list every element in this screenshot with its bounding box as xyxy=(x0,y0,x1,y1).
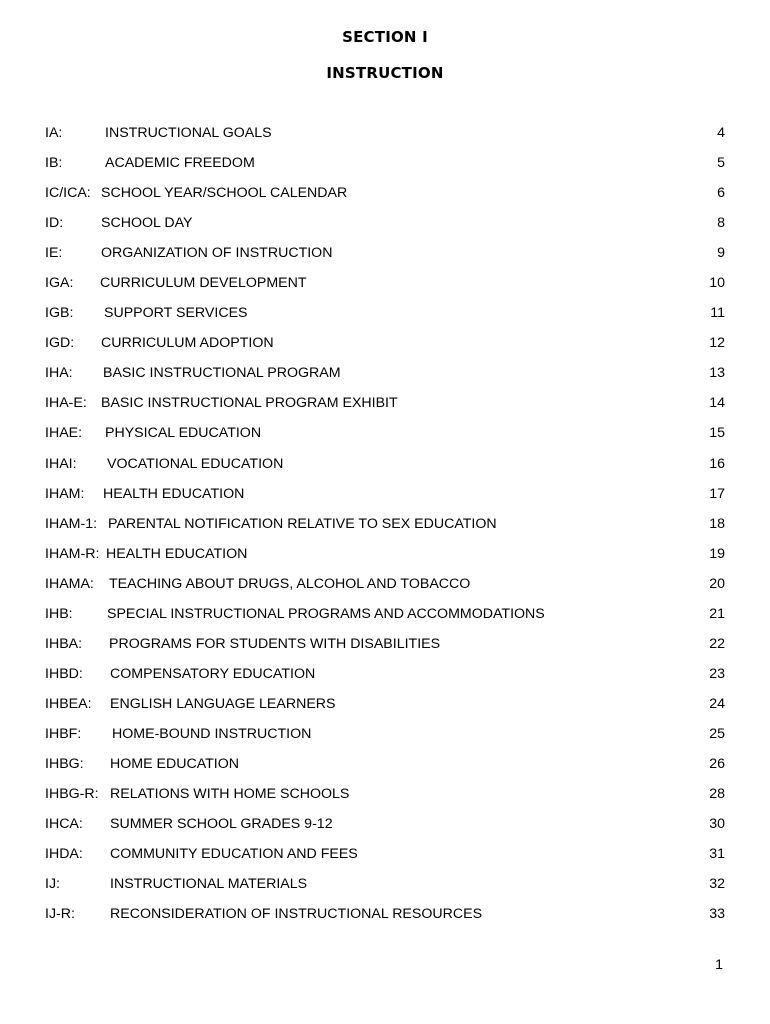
toc-entry xyxy=(0,182,770,212)
toc-entry-page: 31 xyxy=(709,846,725,863)
toc-entry-title: INSTRUCTIONAL MATERIALS xyxy=(110,876,308,893)
section-title: INSTRUCTION xyxy=(326,64,444,82)
toc-entry xyxy=(0,122,770,152)
toc-entry xyxy=(0,362,770,392)
toc-entry xyxy=(0,783,770,813)
toc-entry-page: 5 xyxy=(717,155,725,172)
toc-entry-title: HEALTH EDUCATION xyxy=(106,545,248,562)
toc-entry-code: IB: xyxy=(45,155,63,172)
toc-entry-page: 25 xyxy=(709,725,725,742)
toc-entry xyxy=(0,903,770,933)
toc-entry-page: 23 xyxy=(709,665,725,682)
toc-entry-page: 9 xyxy=(717,245,725,262)
toc-entry-title: SUMMER SCHOOL GRADES 9-12 xyxy=(110,816,333,833)
toc-entry-code: ID: xyxy=(45,215,64,232)
toc-entry-page: 24 xyxy=(709,695,725,712)
toc-entry-code: IHBG: xyxy=(45,755,84,772)
toc-entry xyxy=(0,693,770,723)
toc-entry-code: IHAM: xyxy=(45,485,85,502)
toc-entry-code: IHA-E: xyxy=(45,395,87,412)
toc-entry-code: IHA: xyxy=(45,365,73,382)
toc-entry-title: SUPPORT SERVICES xyxy=(104,305,248,322)
toc-entry xyxy=(0,483,770,513)
toc-entry-title: RELATIONS WITH HOME SCHOOLS xyxy=(110,786,350,803)
toc-entry-page: 21 xyxy=(709,605,725,622)
toc-entry-title: BASIC INSTRUCTIONAL PROGRAM xyxy=(103,365,341,382)
toc-entry xyxy=(0,543,770,573)
toc-entry-page: 20 xyxy=(709,575,725,592)
toc-entry-page: 11 xyxy=(710,305,725,322)
table-of-contents xyxy=(0,122,770,933)
toc-entry xyxy=(0,453,770,483)
toc-entry-title: CURRICULUM ADOPTION xyxy=(101,335,274,352)
toc-entry-page: 16 xyxy=(709,455,725,472)
toc-entry-page: 32 xyxy=(709,876,725,893)
toc-entry-title: COMPENSATORY EDUCATION xyxy=(110,665,316,682)
toc-entry-code: IHAM-1: xyxy=(45,515,98,532)
toc-entry-code: IHCA: xyxy=(45,816,83,833)
toc-entry-page: 6 xyxy=(717,185,725,202)
toc-entry-code: IGD: xyxy=(45,335,75,352)
toc-entry xyxy=(0,422,770,452)
toc-entry-page: 19 xyxy=(709,545,725,562)
toc-entry xyxy=(0,272,770,302)
toc-entry-code: IHBA: xyxy=(45,635,83,652)
toc-entry xyxy=(0,663,770,693)
toc-entry-page: 8 xyxy=(717,215,725,232)
toc-entry-page: 15 xyxy=(709,425,725,442)
toc-entry xyxy=(0,242,770,272)
toc-entry-title: ENGLISH LANGUAGE LEARNERS xyxy=(110,695,336,712)
toc-entry-code: IC/ICA: xyxy=(45,185,91,202)
toc-entry-code: IHBG-R: xyxy=(45,786,99,803)
toc-entry-code: IHAE: xyxy=(45,425,83,442)
toc-entry-title: INSTRUCTIONAL GOALS xyxy=(105,125,272,141)
toc-entry-title: SCHOOL DAY xyxy=(101,215,193,232)
toc-entry xyxy=(0,332,770,362)
toc-entry xyxy=(0,723,770,753)
toc-entry-code: IHBF: xyxy=(45,725,82,742)
toc-entry-code: IA: xyxy=(45,125,63,141)
toc-entry-title: HEALTH EDUCATION xyxy=(103,485,245,502)
toc-entry-page: 10 xyxy=(709,275,725,292)
toc-entry-title: HOME EDUCATION xyxy=(110,755,240,772)
toc-entry xyxy=(0,873,770,903)
section-heading: SECTION I xyxy=(342,28,428,46)
toc-entry xyxy=(0,813,770,843)
toc-entry-title: TEACHING ABOUT DRUGS, ALCOHOL AND TOBACCO xyxy=(109,575,471,592)
toc-entry-page: 13 xyxy=(709,365,725,382)
toc-entry-page: 33 xyxy=(709,906,725,923)
toc-entry-title: RECONSIDERATION OF INSTRUCTIONAL RESOURCES xyxy=(110,906,483,923)
toc-entry xyxy=(0,302,770,332)
toc-entry-code: IGA: xyxy=(45,275,74,292)
toc-entry-code: IHAMA: xyxy=(45,575,94,592)
toc-entry-code: IE: xyxy=(45,245,63,262)
toc-entry-page: 22 xyxy=(709,635,725,652)
toc-entry-page: 26 xyxy=(709,755,725,772)
toc-entry xyxy=(0,513,770,543)
toc-entry-title: PARENTAL NOTIFICATION RELATIVE TO SEX EDUCATION xyxy=(108,515,497,532)
toc-entry-code: IHDA: xyxy=(45,846,83,863)
toc-entry-code: IHAI: xyxy=(45,455,77,472)
toc-entry-page: 4 xyxy=(717,125,725,141)
toc-entry-title: HOME-BOUND INSTRUCTION xyxy=(112,725,312,742)
toc-entry xyxy=(0,152,770,182)
toc-entry-code: IJ: xyxy=(45,876,60,893)
toc-entry-page: 14 xyxy=(709,395,725,412)
toc-entry-code: IGB: xyxy=(45,305,74,322)
toc-entry-title: VOCATIONAL EDUCATION xyxy=(107,455,284,472)
toc-entry-title: COMMUNITY EDUCATION AND FEES xyxy=(110,846,358,863)
toc-entry-page: 18 xyxy=(709,515,725,532)
toc-entry-code: IHB: xyxy=(45,605,73,622)
toc-entry-page: 12 xyxy=(709,335,725,352)
toc-entry-title: PROGRAMS FOR STUDENTS WITH DISABILITIES xyxy=(109,635,441,652)
toc-entry-title: ACADEMIC FREEDOM xyxy=(105,155,255,172)
toc-entry-page: 17 xyxy=(709,485,725,502)
toc-entry xyxy=(0,573,770,603)
toc-entry-title: SPECIAL INSTRUCTIONAL PROGRAMS AND ACCOMMODATIONS xyxy=(107,605,545,622)
toc-entry-page: 28 xyxy=(709,786,725,803)
toc-entry xyxy=(0,392,770,422)
page-number: 1 xyxy=(715,957,723,973)
toc-entry xyxy=(0,212,770,242)
toc-entry-title: CURRICULUM DEVELOPMENT xyxy=(100,275,307,292)
toc-entry-code: IHBD: xyxy=(45,665,83,682)
toc-entry-title: ORGANIZATION OF INSTRUCTION xyxy=(101,245,333,262)
toc-entry xyxy=(0,603,770,633)
toc-entry-title: BASIC INSTRUCTIONAL PROGRAM EXHIBIT xyxy=(101,395,398,412)
toc-entry xyxy=(0,633,770,663)
toc-entry-title: SCHOOL YEAR/SCHOOL CALENDAR xyxy=(101,185,348,202)
toc-entry-code: IJ-R: xyxy=(45,906,75,923)
toc-entry xyxy=(0,843,770,873)
toc-entry xyxy=(0,753,770,783)
toc-entry-code: IHBEA: xyxy=(45,695,92,712)
toc-entry-page: 30 xyxy=(709,816,725,833)
toc-entry-code: IHAM-R: xyxy=(45,545,100,562)
toc-entry-title: PHYSICAL EDUCATION xyxy=(105,425,262,442)
